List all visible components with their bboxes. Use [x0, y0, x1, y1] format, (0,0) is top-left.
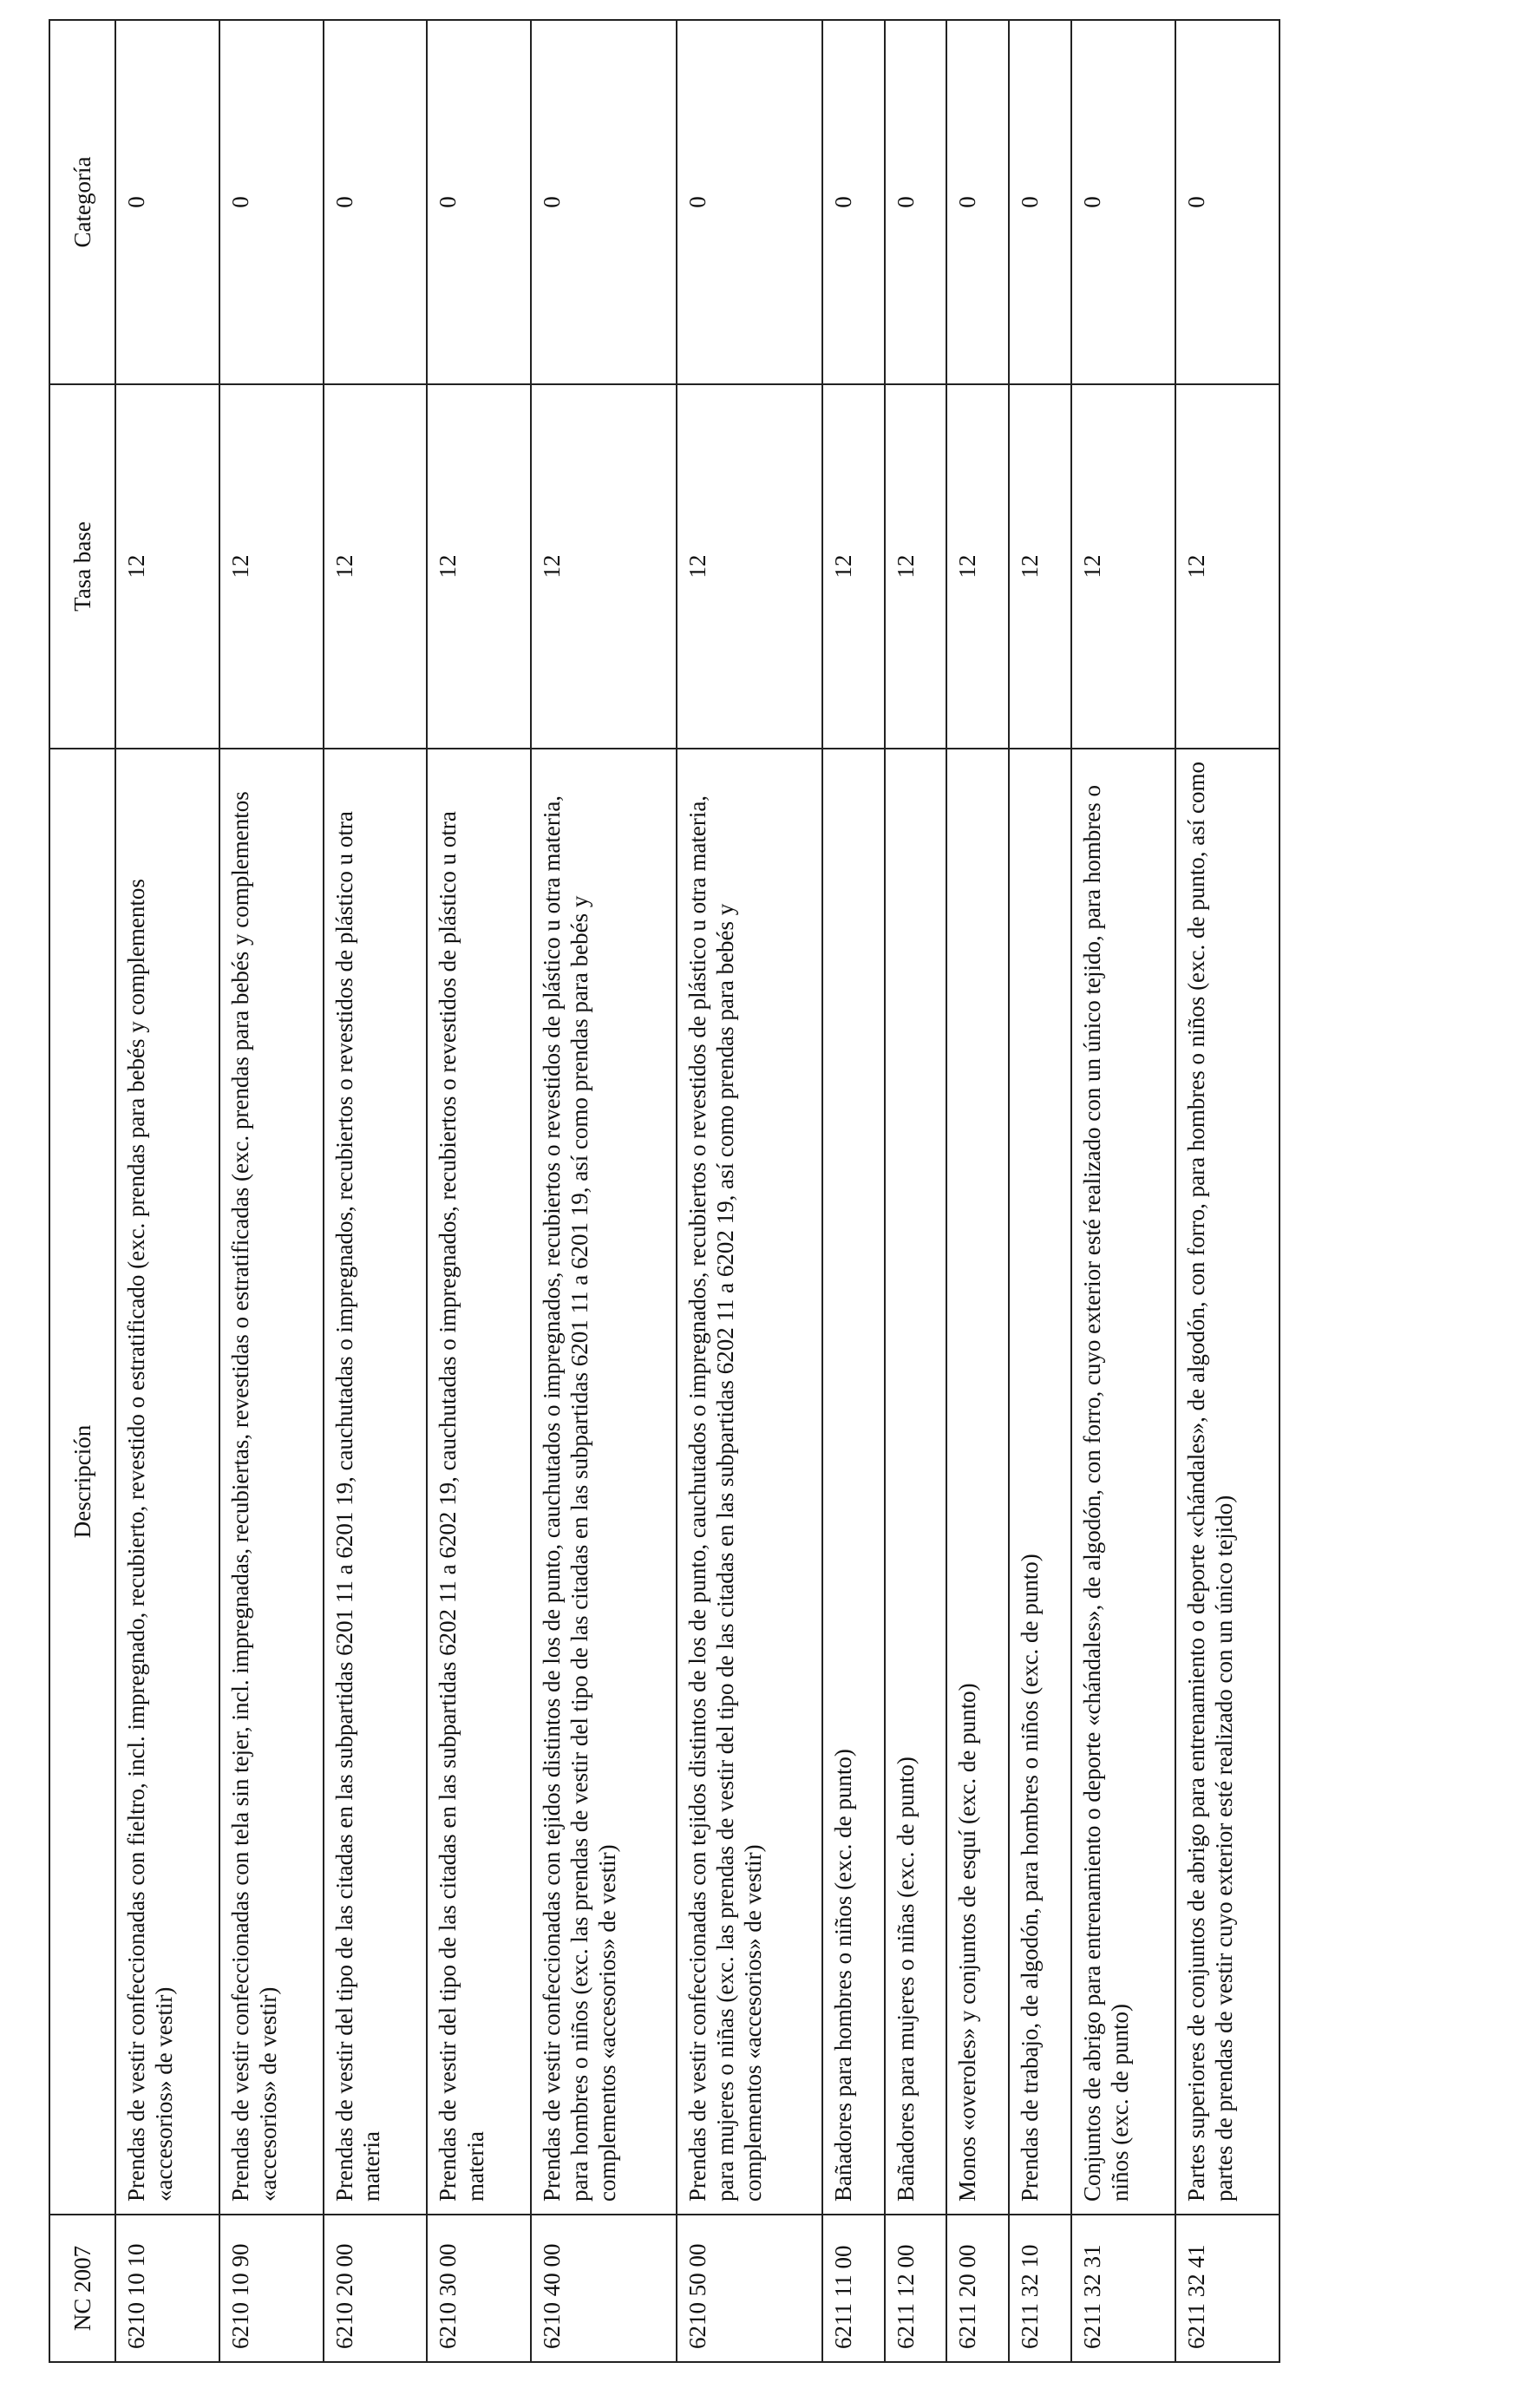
table-row [1071, 20, 1175, 2362]
cell-code: 6210 50 00 [677, 2215, 822, 2362]
cell-rate: 12 [1175, 384, 1279, 749]
cell-description: Prendas de vestir del tipo de las citadas en las subpartidas 6202 11 a 6202 19, cauchutadas o impregnados, recubiertos o revestidos de plástico u otra materia [427, 749, 531, 2215]
cell-category: 0 [946, 20, 1009, 384]
cell-rate: 12 [324, 384, 428, 749]
cell-category: 0 [677, 20, 822, 384]
cell-code: 6211 20 00 [946, 2215, 1009, 2362]
cell-description: Prendas de vestir confeccionadas con tejidos distintos de los de punto, cauchutados o impregnados, recubiertos o revestidos de plástico u otra materia, para hombres o niños (exc. las prendas de vestir del tipo de las citadas en las subpartidas 6201 11 a 6201 19, así como prendas para bebés y complementos «accesorios» de vestir) [531, 749, 677, 2215]
table-row [946, 20, 1009, 2362]
table-row [885, 20, 947, 2362]
cell-description: Prendas de vestir del tipo de las citadas en las subpartidas 6201 11 a 6201 19, cauchutadas o impregnados, recubiertos o revestidos de plástico u otra materia [324, 749, 428, 2215]
cell-category: 0 [822, 20, 885, 384]
cell-description: Conjuntos de abrigo para entrenamiento o deporte «chándales», de algodón, con forro, cuyo exterior esté realizado con un único tejido, para hombres o niños (exc. de punto) [1071, 749, 1175, 2215]
cell-category: 0 [531, 20, 677, 384]
cell-description: Prendas de vestir confeccionadas con fieltro, incl. impregnado, recubierto, revestido o estratificado (exc. prendas para bebés y complementos «accesorios» de vestir) [115, 749, 219, 2215]
header-tasa-base: Tasa base [49, 384, 115, 749]
cell-category: 0 [115, 20, 219, 384]
cell-category: 0 [324, 20, 428, 384]
cell-description: Partes superiores de conjuntos de abrigo para entrenamiento o deporte «chándales», de algodón, con forro, para hombres o niños (exc. de punto, así como partes de prendas de vestir cuyo exterior esté realizado con un único tejido) [1175, 749, 1279, 2215]
cell-code: 6211 32 31 [1071, 2215, 1175, 2362]
table-row [115, 20, 219, 2362]
cell-description: Monos «overoles» y conjuntos de esquí (exc. de punto) [946, 749, 1009, 2215]
table-header-row [49, 20, 115, 2362]
cell-code: 6210 30 00 [427, 2215, 531, 2362]
cell-rate: 12 [677, 384, 822, 749]
cell-code: 6210 10 90 [219, 2215, 324, 2362]
table-row [531, 20, 677, 2362]
header-nc-2007: NC 2007 [49, 2215, 115, 2362]
tariff-table [49, 19, 1280, 2363]
cell-code: 6210 40 00 [531, 2215, 677, 2362]
cell-description: Prendas de vestir confeccionadas con tejidos distintos de los de punto, cauchutados o impregnados, recubiertos o revestidos de plástico u otra materia, para mujeres o niñas (exc. las prendas de vestir del tipo de las citadas en las subpartidas 6202 11 a 6202 19, así como prendas para bebés y complementos «accesorios» de vestir) [677, 749, 822, 2215]
table-row [219, 20, 324, 2362]
header-categoria: Categoría [49, 20, 115, 384]
header-descripcion: Descripción [49, 749, 115, 2215]
cell-rate: 12 [946, 384, 1009, 749]
cell-description: Bañadores para mujeres o niñas (exc. de punto) [885, 749, 947, 2215]
cell-category: 0 [219, 20, 324, 384]
cell-rate: 12 [427, 384, 531, 749]
table-row [677, 20, 822, 2362]
cell-description: Prendas de vestir confeccionadas con tela sin tejer, incl. impregnadas, recubiertas, revestidas o estratificadas (exc. prendas para bebés y complementos «accesorios» de vestir) [219, 749, 324, 2215]
cell-category: 0 [427, 20, 531, 384]
cell-description: Bañadores para hombres o niños (exc. de punto) [822, 749, 885, 2215]
cell-code: 6210 10 10 [115, 2215, 219, 2362]
cell-code: 6211 12 00 [885, 2215, 947, 2362]
cell-description: Prendas de trabajo, de algodón, para hombres o niños (exc. de punto) [1009, 749, 1071, 2215]
cell-rate: 12 [1009, 384, 1071, 749]
cell-code: 6211 32 10 [1009, 2215, 1071, 2362]
table-row [1175, 20, 1279, 2362]
cell-rate: 12 [219, 384, 324, 749]
table-row [822, 20, 885, 2362]
cell-category: 0 [1009, 20, 1071, 384]
rotated-page [49, 21, 1280, 2363]
table-row [1009, 20, 1071, 2362]
table-row [427, 20, 531, 2362]
cell-category: 0 [885, 20, 947, 384]
cell-rate: 12 [531, 384, 677, 749]
cell-rate: 12 [1071, 384, 1175, 749]
table-row [324, 20, 428, 2362]
cell-rate: 12 [115, 384, 219, 749]
cell-code: 6211 32 41 [1175, 2215, 1279, 2362]
cell-category: 0 [1071, 20, 1175, 384]
cell-rate: 12 [885, 384, 947, 749]
cell-category: 0 [1175, 20, 1279, 384]
cell-code: 6210 20 00 [324, 2215, 428, 2362]
cell-rate: 12 [822, 384, 885, 749]
cell-code: 6211 11 00 [822, 2215, 885, 2362]
